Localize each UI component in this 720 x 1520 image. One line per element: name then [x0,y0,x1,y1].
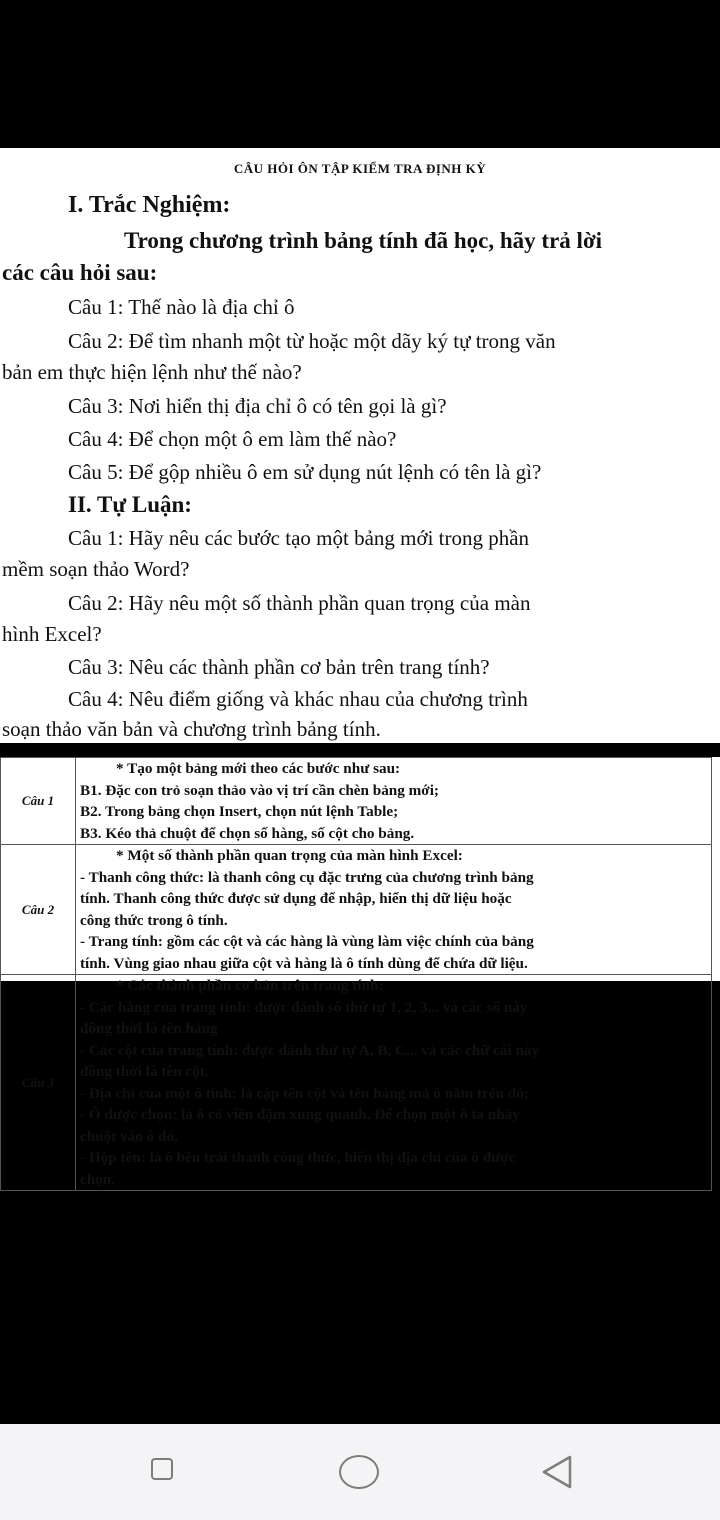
answer-line: B2. Trong bảng chọn Insert, chọn nút lệnh Table; [80,803,399,820]
answer-line: tính. Thanh công thức được sử dụng để nhập, hiển thị dữ liệu hoặc [80,890,512,907]
essay-2-line2: hình Excel? [2,622,102,646]
intro-line2: các câu hỏi sau: [2,260,158,285]
document-image-answers [0,757,720,1188]
essay-1-line1: Câu 1: Hãy nêu các bước tạo một bảng mới trong phần [68,526,530,550]
answer-line: chọn. [80,1170,116,1188]
home-circle-icon[interactable] [339,1455,379,1489]
image-gap [0,743,720,757]
question-2-line2: bản em thực hiện lệnh như thế nào? [2,360,302,384]
answer-line: - Thanh công thức: là thanh công cụ đặc trưng của chương trình bảng [80,868,534,886]
question-3: Câu 3: Nơi hiển thị địa chỉ ô có tên gọi là gì? [68,394,447,418]
answer-line: * Các thành phần cơ bản trên trang tính: [116,977,384,994]
essay-4-line1: Câu 4: Nêu điểm giống và khác nhau của chương trình [68,687,528,711]
answer-line: công thức trong ô tính. [80,911,228,929]
document-title: CÂU HỎI ÔN TẬP KIỂM TRA ĐỊNH KỲ [233,161,487,176]
question-5: Câu 5: Để gộp nhiều ô em sử dụng nút lệnh có tên là gì? [68,460,542,484]
question-2-line1: Câu 2: Để tìm nhanh một từ hoặc một dãy ký tự trong văn [68,329,556,353]
section2-heading: II. Tự Luận: [68,492,192,517]
answer-label: Câu 1 [1,758,76,845]
answer-line: tính. Vùng giao nhau giữa cột và hàng là ô tính dùng để chứa dữ liệu. [80,954,528,972]
document-image-questions [0,148,720,743]
back-triangle-icon[interactable] [540,1454,574,1490]
answer-line: - Ô được chọn: là ô có viền đậm xung quanh. Để chọn một ô ta nháy [80,1106,520,1123]
recents-square-icon[interactable] [151,1458,173,1480]
answer-content [76,975,712,1191]
answer-line: * Tạo một bảng mới theo các bước như sau: [116,760,401,777]
question-4: Câu 4: Để chọn một ô em làm thế nào? [68,427,397,451]
table-row [1,758,712,845]
answer-line: * Một số thành phần quan trọng của màn hình Excel: [116,847,463,864]
table-row [1,975,712,1191]
answer-line: - Trang tính: gồm các cột và các hàng là vùng làm việc chính của bảng [80,933,534,950]
answers-table [0,757,712,1191]
answer-line: B3. Kéo thả chuột để chọn số hàng, số cột cho bảng. [80,824,415,842]
answer-line: đồng thời là tên cột. [80,1063,209,1080]
intro-line1: Trong chương trình bảng tính đã học, hãy trả lời [124,228,603,253]
answer-line: - Các hàng của trang tính: được đánh số thứ tự 1, 2, 3... và các số này [80,998,528,1016]
essay-2-line1: Câu 2: Hãy nêu một số thành phần quan trọng của màn [68,591,531,615]
section1-heading: I. Trắc Nghiệm: [68,192,231,218]
answer-content [76,758,712,845]
answer-content [76,845,712,975]
question-1: Câu 1: Thế nào là địa chỉ ô [68,295,295,319]
table-row [1,845,712,975]
essay-1-line2: mềm soạn thảo Word? [2,557,190,581]
answer-line: - Các cột của trang tính: được đánh thứ tự A, B, C... và các chữ cái này [80,1041,540,1059]
answer-line: - Địa chỉ của một ô tính: là cặp tên cột và tên hàng mà ô nằm trên đó; [80,1084,529,1102]
answer-label: Câu 2 [1,845,76,975]
essay-3: Câu 3: Nêu các thành phần cơ bản trên trang tính? [68,655,490,679]
answer-line: - Hộp tên: là ô bên trái thanh công thức, hiển thị địa chỉ của ô được [80,1149,516,1166]
essay-4-line2: soạn thảo văn bản và chương trình bảng tính. [2,717,381,741]
answer-line: chuột vào ô đó. [80,1127,178,1145]
answer-line: B1. Đặc con trỏ soạn thảo vào vị trí cần chèn bảng mới; [80,781,439,799]
answer-line: đồng thời là tên hàng [80,1020,218,1037]
answer-label: Câu 3 [1,975,76,1191]
